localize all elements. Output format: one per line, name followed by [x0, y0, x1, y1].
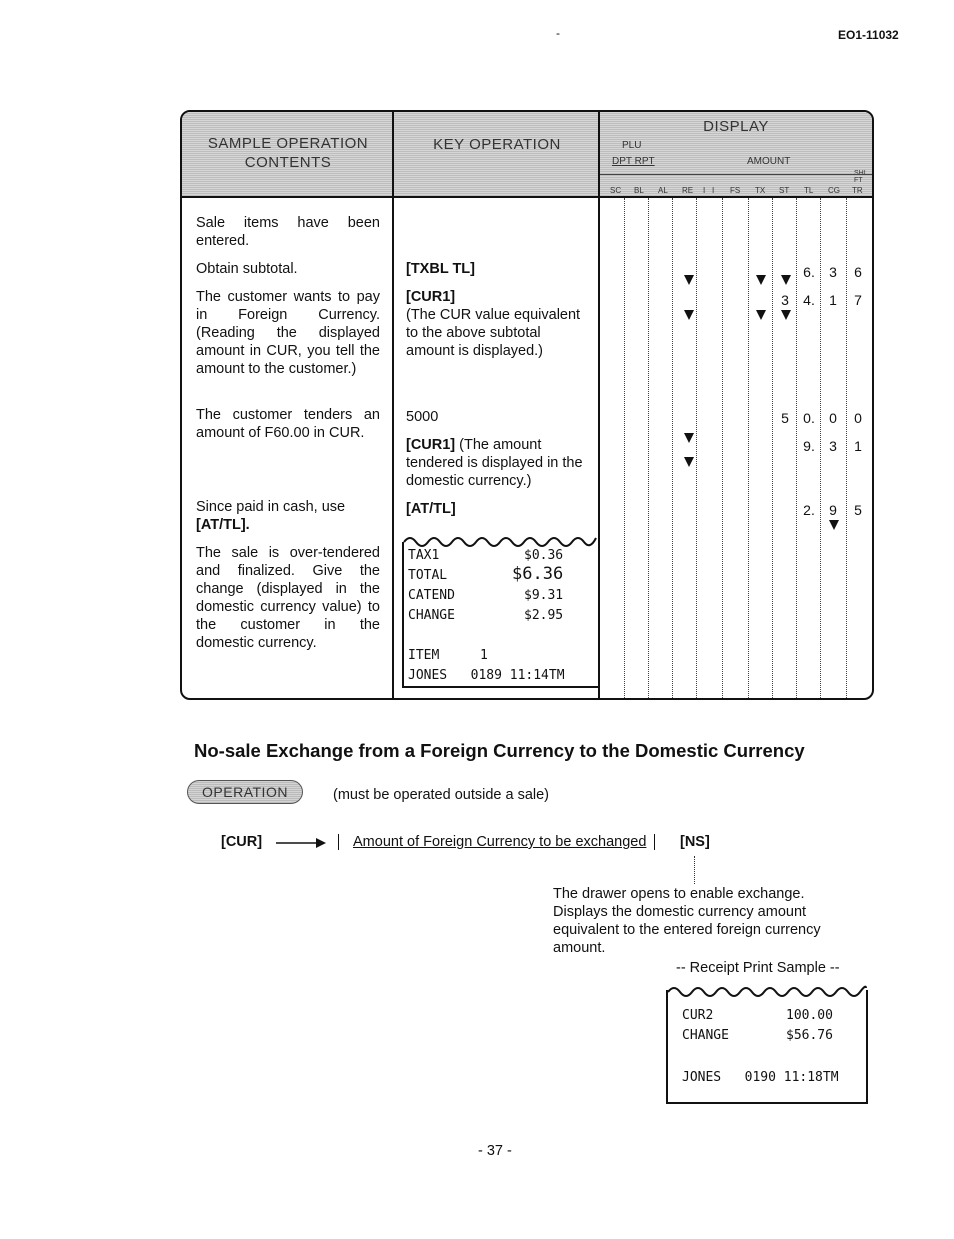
display-col-line	[820, 198, 821, 698]
display-digit: 9	[829, 502, 837, 518]
receipt-change-label: CHANGE	[408, 608, 455, 623]
row6-contents	[196, 498, 380, 534]
receipt2-change-value: $56.76	[786, 1028, 833, 1043]
operation-table	[180, 110, 874, 700]
row3-contents: The customer wants to pay in Foreign Currency. (Reading the displayed amount in CUR, you tell the amount to the customer.)	[196, 289, 380, 377]
indicator-mark	[756, 310, 766, 320]
receipt-footer: JONES 0189 11:14TM	[408, 668, 565, 683]
page-number: - 37 -	[478, 1143, 512, 1159]
connector-line	[694, 856, 695, 884]
indicator-mark	[781, 275, 791, 285]
header-display: DISPLAY	[703, 118, 769, 135]
document-id: EO1-11032	[838, 28, 899, 42]
row5-key	[406, 436, 590, 490]
receipt2-print	[682, 1006, 860, 1092]
header-dpt-rpt: DPT RPT	[612, 156, 655, 167]
display-digit: 3	[781, 292, 789, 308]
display-col-line	[672, 198, 673, 698]
ind-re: RE	[682, 186, 694, 195]
display-col-line	[624, 198, 625, 698]
display-digit: 9.	[803, 438, 815, 454]
ind-st: ST	[779, 186, 790, 195]
col-divider-1	[392, 112, 394, 698]
display-digit: 3	[829, 438, 837, 454]
receipt-catend-label: CATEND	[408, 588, 455, 603]
top-mark: -	[556, 26, 560, 40]
arrow-icon	[276, 836, 328, 850]
display-digit: 7	[854, 292, 862, 308]
display-col-line	[696, 198, 697, 698]
receipt-catend-value: $9.31	[524, 588, 564, 603]
receipt-tax-value: $0.36	[524, 548, 564, 563]
display-digit: 6	[854, 264, 862, 280]
row4-contents: The customer tenders an amount of F60.00 in CUR.	[196, 407, 380, 441]
display-col-line	[722, 198, 723, 698]
indicator-mark	[756, 275, 766, 285]
display-digit: 3	[829, 264, 837, 280]
row2-key: [TXBL TL]	[406, 261, 475, 277]
display-col-line	[796, 198, 797, 698]
display-digit: 0	[854, 410, 862, 426]
display-digit: 2.	[803, 502, 815, 518]
display-sub-rule	[600, 174, 872, 176]
header-amount: AMOUNT	[747, 156, 791, 167]
amount-text: Amount of Foreign Currency to be exchanged	[353, 834, 647, 850]
ind-tl: TL	[804, 186, 814, 195]
section-heading: No-sale Exchange from a Foreign Currency to the Domestic Currency	[194, 740, 805, 761]
ind-i2: I	[712, 186, 715, 195]
key-ns: [NS]	[680, 834, 710, 850]
row1-contents: Sale items have been entered.	[196, 215, 380, 249]
amount-box	[338, 834, 663, 850]
header-key-operation: KEY OPERATION	[433, 136, 561, 153]
indicator-mark	[684, 310, 694, 320]
row7-contents: The sale is over-tendered and finalized. Give the change (displayed in the domestic currency value) to the customer in the domestic currency.	[196, 545, 380, 651]
row2-contents: Obtain subtotal.	[196, 261, 298, 277]
key-cur: [CUR]	[221, 834, 263, 850]
ind-cg: CG	[828, 186, 840, 195]
indicator-mark	[684, 457, 694, 467]
display-digit: 5	[781, 410, 789, 426]
receipt2-footer: JONES 0190 11:18TM	[682, 1070, 839, 1085]
display-digit: 0.	[803, 410, 815, 426]
receipt-item-value: 1	[480, 648, 488, 663]
ind-bl: BL	[634, 186, 644, 195]
display-col-line	[772, 198, 773, 698]
receipt-change-value: $2.95	[524, 608, 564, 623]
row5-key-bold: [CUR1]	[406, 437, 456, 453]
display-digit: 1	[829, 292, 837, 308]
operation-badge: OPERATION	[187, 780, 303, 804]
row6-contents-text: Since paid in cash, use	[196, 499, 346, 515]
row6-contents-key: [AT/TL].	[196, 517, 250, 533]
row4-key: 5000	[406, 409, 439, 425]
receipt-bottom	[402, 686, 598, 688]
receipt-item-label: ITEM	[408, 648, 440, 663]
receipt-total-label: TOTAL	[408, 568, 448, 583]
receipt2-cur-label: CUR2	[682, 1008, 714, 1023]
receipt2-change-label: CHANGE	[682, 1028, 729, 1043]
display-digit: 0	[829, 410, 837, 426]
ind-tx: TX	[755, 186, 766, 195]
indicator-mark	[781, 310, 791, 320]
header-plu: PLU	[622, 140, 642, 151]
operation-note: (must be operated outside a sale)	[333, 787, 550, 803]
ind-i1: I	[703, 186, 706, 195]
display-digit: 1	[854, 438, 862, 454]
indicator-mark	[829, 520, 839, 530]
header-contents: SAMPLE OPERATION CONTENTS	[207, 135, 369, 171]
ind-al: AL	[658, 186, 668, 195]
display-digit: 4.	[803, 292, 815, 308]
ind-sc: SC	[610, 186, 622, 195]
row6-key: [AT/TL]	[406, 501, 456, 517]
exchange-description: The drawer opens to enable exchange. Displays the domestic currency amount equivalent to the entered foreign currency amount.	[553, 886, 821, 956]
receipt2-cur-value: 100.00	[786, 1008, 833, 1023]
display-col-line	[748, 198, 749, 698]
receipt-tax-label: TAX1	[408, 548, 440, 563]
display-col-line	[648, 198, 649, 698]
row3-key: (The CUR value equivalent to the above subtotal amount is displayed.)	[406, 307, 581, 359]
ind-tr: TR	[852, 186, 863, 195]
header-key-bg	[394, 112, 600, 196]
receipt-caption: -- Receipt Print Sample --	[676, 960, 840, 976]
header-shift: SHI FT	[854, 170, 866, 184]
ind-fs: FS	[730, 186, 741, 195]
display-col-line	[846, 198, 847, 698]
display-digit: 6.	[803, 264, 815, 280]
receipt-total-value: $6.36	[512, 564, 564, 584]
receipt-print	[408, 546, 594, 686]
header-divider	[182, 196, 872, 198]
indicator-mark	[684, 433, 694, 443]
row5-key-text: (The amount tendered is displayed in the domestic currency.)	[406, 437, 583, 489]
indicator-mark	[684, 275, 694, 285]
row3-key-bold: [CUR1]	[406, 289, 456, 305]
display-digit: 5	[854, 502, 862, 518]
